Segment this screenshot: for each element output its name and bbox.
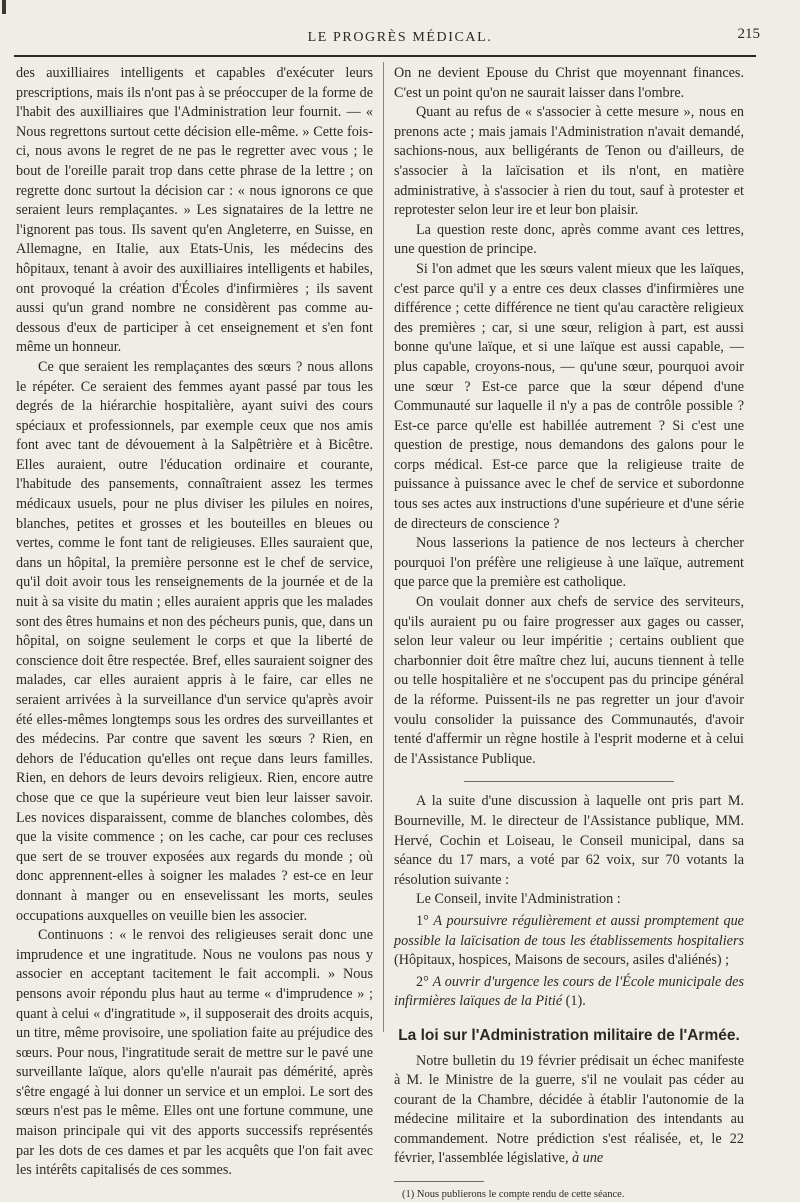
page-number: 215: [737, 26, 760, 42]
page-edge-mark: [2, 0, 6, 14]
running-head: [14, 26, 786, 52]
section-separator: [464, 781, 674, 782]
council-invitation: Le Conseil, invite l'Administration :: [416, 891, 621, 908]
left-paragraph-1: des auxilliaires intelligents et capables d'exécuter leurs prescriptions, mais ils n'ont pas à se préoccuper de la forme de l'habit des auxilliaires que l'Administration leur fournit. — « Nous regrettons surtout cette décision elle-même. » Cette fois-ci, nous avons le regret de ne pas le regretter avec vous ; le bout de l'oreille parait trop dans cette phrase de la lettre ; on regrette donc surtout la décision car : « nous ignorons ce que seraient leurs remplaçantes. » Les signataires de la lettre ne l'ignorent pas tous. Ils savent qu'en Angleterre, en Suisse, en Allemagne, en Italie, aux Etats-Unis, les médecins des hôpitaux, tenant à avoir des auxilliaires intelligents et habiles, ont provoqué la création d'Écoles d'infirmières ; ils savent aussi qu'un grand nombre ne considèrent pas comme au-dessous d'eux de participer à cet enseignement et s'en font même un honneur.: [16, 65, 373, 356]
right-paragraph-3: La question reste donc, après comme avant ces lettres, une question de principe.: [394, 221, 744, 258]
journal-title: LE PROGRÈS MÉDICAL.: [307, 30, 493, 45]
header-rule: [14, 55, 756, 57]
right-paragraph-6: On voulait donner aux chefs de service des serviteurs, qu'ils auraient pu ou faire progresser aux gages ou casser, selon leur valeur ou leur impéritie ; certains oublient que charbonnier doit être maître chez lui, aucuns tiennent à telle ou telle hospitalière et ne s'occupent pas du principe général de la réforme. Puissent-ils ne pas regretter un jour d'avoir voulu consolider la puissance des Communautés, d'avoir tenté d'affermir un règne hostile à l'esprit moderne et à celui de l'Assistance Publique.: [394, 594, 744, 767]
column-divider: [383, 62, 384, 1032]
left-paragraph-2: Ce que seraient les remplaçantes des sœurs ? nous allons le répéter. Ce seraient des femmes ayant passé par tous les degrés de la hiérarchie hospitalière, ayant suivi des cours spéciaux et professionnels, par exemple ceux que nos amis font avec tant de dévouement à la Salpêtrière et à Bicêtre. Elles auraient, outre l'éducation ordinaire et courante, l'habitude des pansements, connaîtraient assez les termes médicaux usuels, pour ne plus diviser les pilules en noires, blanches, petites et grosses et les bouteilles en bleues ou vertes, comme le font tant de religieuses. Elles sauraient que, dans un hôpital, la première personne est le chef de service, qu'il doit avoir tous les renseignements de la journée et de la nuit à sa visite du matin ; elles auraient appris que les malades sont des êtres humains et non des pécheurs punis, que, dans un hôpital, on soigne seulement le corps et que la liberté de conscience doit être respectée. Bref, elles sauraient soigner des malades, car elles auraient appris à le faire, car elles ne seraient arrivées à la surveillance d'un service qu'après avoir été elles-mêmes longtemps sous les ordres des surveillantes et des médecins. Par contre que savent les sœurs ? Rien, en dehors de l'éducation qu'elles ont reçue dans leurs familles. Rien, en dehors de leurs devoirs religieux. Rien, encore autre chose que ce que la supérieure veut bien leur laisser savoir. Les novices disparaissent, comme de blanches colombes, dès que la visite commence ; on les cache, car pour ces recluses que sert de se trouver exposées aux regards du monde ; où donc apprennent-elles à soigner les malades ? est-ce en leur donnant à manger ou en ensevelissant les morts, seules occupations auxquelles on veuille bien les associer.: [16, 358, 373, 924]
right-paragraph-2: Quant au refus de « s'associer à cette mesure », nous en prenons acte ; mais jamais l'Administration n'avait demandé, sachions-nous, aux belligérants de Tenon ou d'ailleurs, de s'associer à la laïcisation et ils n'ont, en matière administrative, à s'associer à rien du tout, sauf à protester et reprotester selon leur ire et leur bon plaisir.: [394, 104, 744, 219]
military-law-paragraph: Notre bulletin du 19 février prédisait un échec manifeste à M. le Ministre de la guerre, s'il ne voulait pas céder au courant de la Chambre, décidée à établir l'autonomie de la médecine militaire et la subordination des intendants au commandement. Notre prédiction s'est réalisée, et, le 22 février, l'assemblée législative, à une: [394, 1052, 744, 1167]
right-paragraph-5: Nous lasserions la patience de nos lecteurs à chercher pourquoi l'on préfère une religieuse à une laïque, autrement que parce que la première est catholique.: [394, 535, 744, 591]
resolution-item-1: 1° A poursuivre régulièrement et aussi promptement que possible la laïcisation de tous les établissements hospitaliers (Hôpitaux, hospices, Maisons de secours, asiles d'aliénés) ;: [394, 912, 744, 969]
left-paragraph-3: Continuons : « le renvoi des religieuses serait donc une imprudence et une ingratitude. Nous ne voulons pas nous y associer en acceptant tacitement le fait accompli. » Nous pensons avoir répondu plus haut au terme « d'imprudence » ; quant à celui « d'ingratitude », il supposerait des droits acquis, un titre, même provisoire, une spoliation faite au préjudice des sœurs. Pour nous, l'ingratitude serait de mettre sur le pavé une surveillante laïque, alors qu'elle n'aurait pas démérité, après s'être engagé à lui donner un service et un emploi. Le sort des sœurs n'est pas le même. Elles ont une fortune commune, une maison principale qui vit des apports successifs représentés par les dots de ces dames et par les acquêts que l'on fait avec les intérêts capitalisés de ces sommes.: [16, 927, 373, 1179]
footnote-rule: [394, 1181, 484, 1182]
right-column: [394, 64, 744, 1202]
resolution-item-2: 2° A ouvrir d'urgence les cours de l'École municipale des infirmières laïques de la Pitié (1).: [394, 973, 744, 1010]
footnote: (1) Nous publierons le compte rendu de cette séance.: [402, 1189, 625, 1201]
left-column: [16, 64, 373, 1181]
section-title: La loi sur l'Administration militaire de l'Armée.: [398, 1026, 740, 1044]
council-discussion-paragraph: A la suite d'une discussion à laquelle ont pris part M. Bourneville, M. le directeur de l'Assistance publique, MM. Hervé, Cochin et Loiseau, le Conseil municipal, dans sa séance du 17 mars, a voté par 62 voix, sur 70 votants la résolution suivante :: [394, 793, 744, 888]
right-paragraph-1: On ne devient Epouse du Christ que moyennant finances. C'est un point qu'on ne saurait laisser dans l'ombre.: [394, 65, 744, 101]
right-paragraph-4: Si l'on admet que les sœurs valent mieux que les laïques, c'est parce qu'il y a entre ces deux classes d'infirmières une différence ; cette différence ne tient qu'au caractère religieux des premières ; car, si une sœur, religion à part, est aussi bonne qu'une laïque, et si une laïque est aussi capable, — plus capable, croyons-nous, — qu'une sœur, pourquoi avoir une sœur ? Est-ce parce que la sœur dépend d'une Communauté sur laquelle il n'y a pas de contrôle possible ? Est-ce parce qu'elle est habillée autrement ? Si c'est une question de prestige, nous demandons des galons pour le corps médical. Est-ce parce que la religieuse traite de puissance à puissance avec le chef de service et subordonne tous ses actes aux instructions d'une supérieure et d'une série de directeurs de conscience ?: [394, 260, 744, 532]
